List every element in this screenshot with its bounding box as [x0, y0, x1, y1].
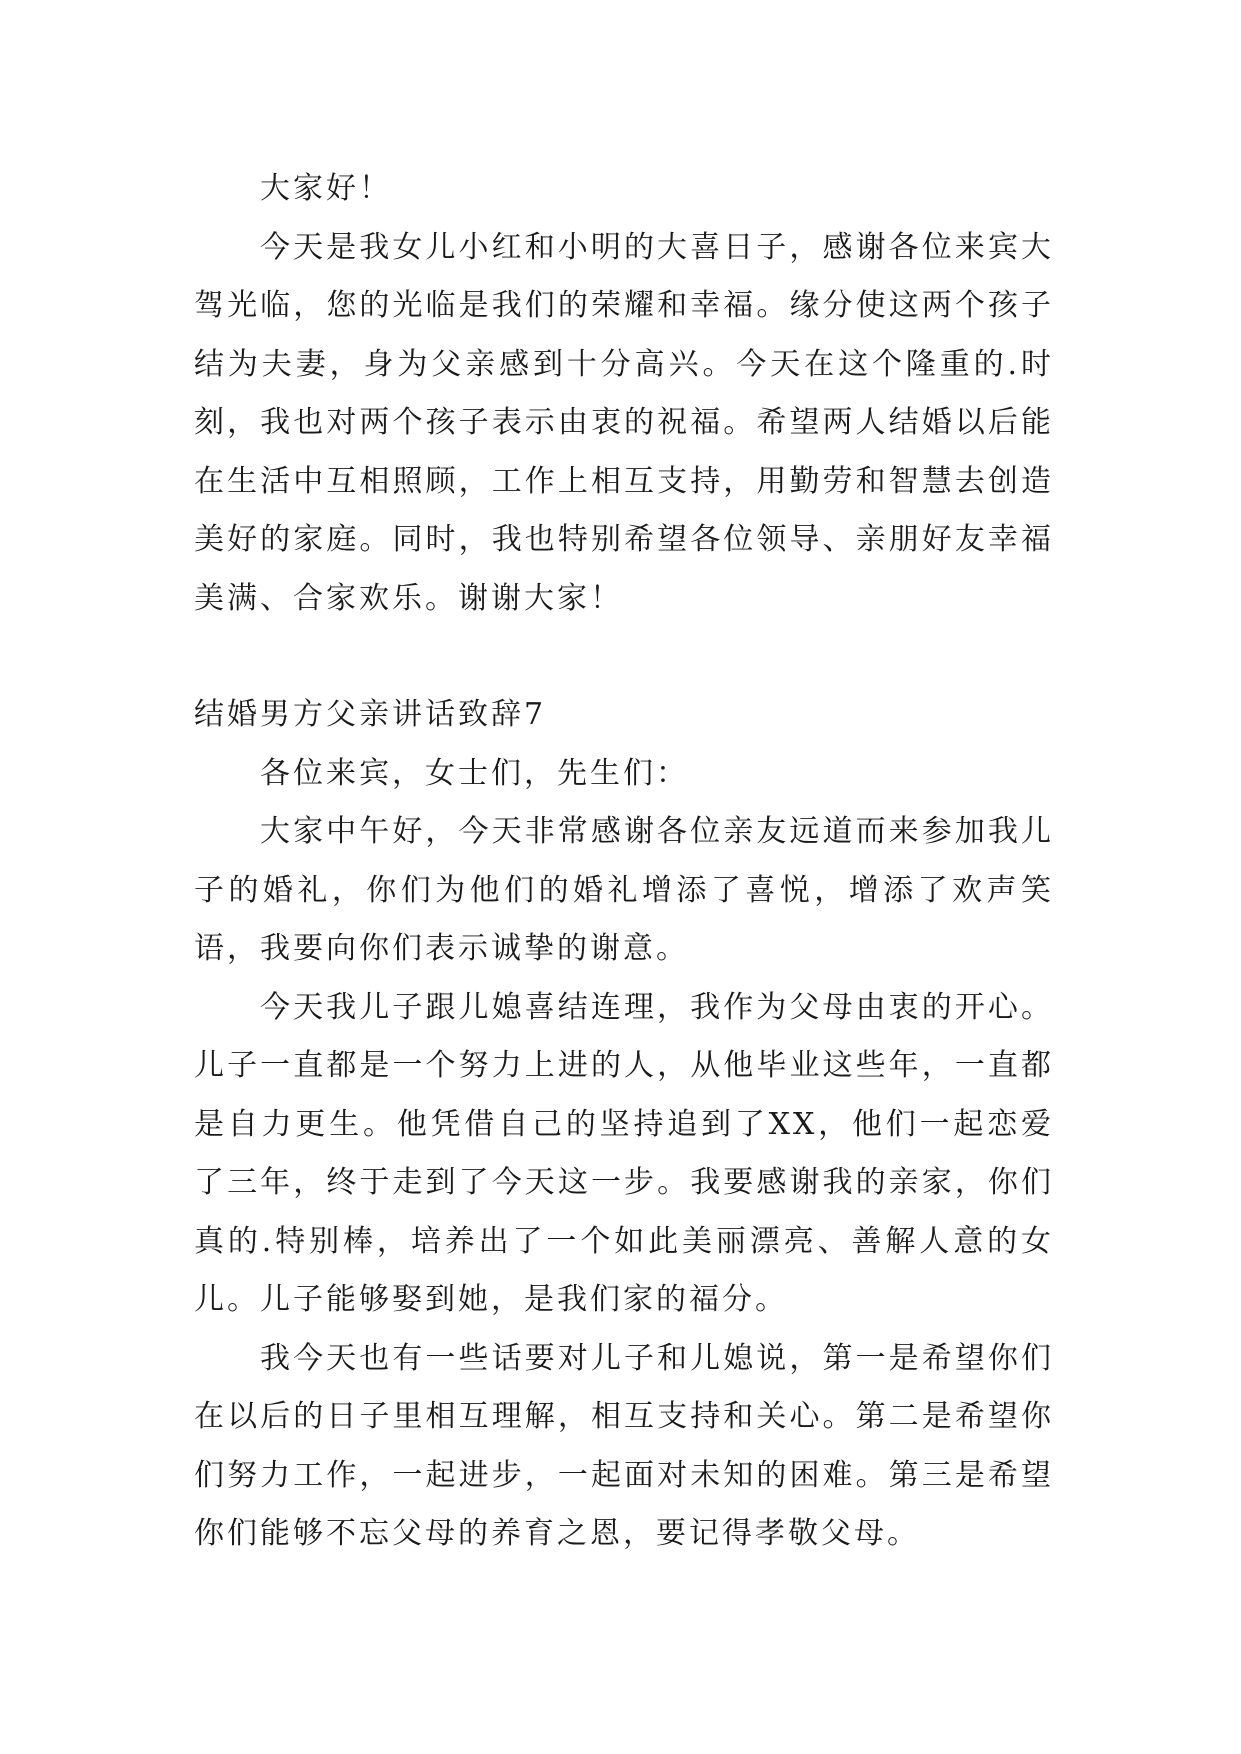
- section-heading: 结婚男方父亲讲话致辞7: [194, 697, 547, 732]
- body-paragraph: 今天我儿子跟儿媳喜结连理，我作为父母由衷的开心。儿子一直都是一个努力上进的人，从他毕业这些年，一直都是自力更生。他凭借自己的坚持追到了XX，他们一起恋爱了三年，终于走到了今天这一步。我要感谢我的亲家，你们真的.特别棒，培养出了一个如此美丽漂亮、善解人意的女儿。儿子能够娶到她，是我们家的福分。: [194, 989, 1054, 1317]
- greeting-paragraph: 大家好！: [260, 171, 392, 206]
- body-paragraph: 今天是我女儿小红和小明的大喜日子，感谢各位来宾大驾光临，您的光临是我们的荣耀和幸福。缘分使这两个孩子结为夫妻，身为父亲感到十分高兴。今天在这个隆重的.时刻，我也对两个孩子表示由衷的祝福。希望两人结婚以后能在生活中互相照顾，工作上相互支持，用勤劳和智慧去创造美好的家庭。同时，我也特别希望各位领导、亲朋好友幸福美满、合家欢乐。谢谢大家！: [194, 229, 1054, 616]
- document-page: [194, 160, 1054, 1564]
- speech-section-2: [194, 686, 1054, 1564]
- body-paragraph: 大家中午好，今天非常感谢各位亲友远道而来参加我儿子的婚礼，你们为他们的婚礼增添了喜悦，增添了欢声笑语，我要向你们表示诚挚的谢意。: [194, 814, 1054, 966]
- greeting-paragraph: 各位来宾，女士们，先生们：: [260, 755, 689, 791]
- speech-section-1: [194, 160, 1054, 628]
- body-paragraph: 我今天也有一些话要对儿子和儿媳说，第一是希望你们在以后的日子里相互理解，相互支持和关心。第二是希望你们努力工作，一起进步，一起面对未知的困难。第三是希望你们能够不忘父母的养育之恩，要记得孝敬父母。: [194, 1340, 1054, 1551]
